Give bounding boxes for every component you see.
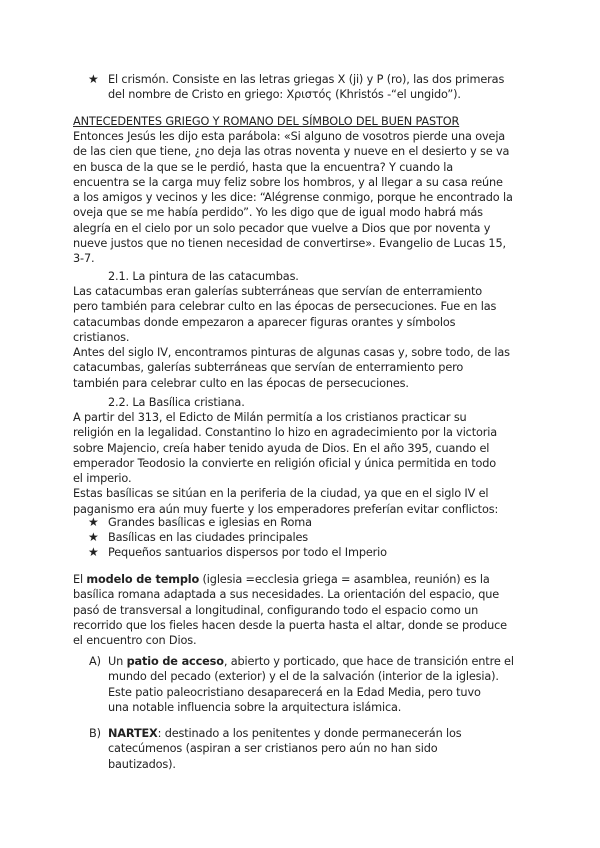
item-b (108, 726, 538, 772)
text-line: religión en la legalidad. Constantino lo hizo en agradecimiento por la victoria (73, 426, 498, 440)
text-line: Antes del siglo IV, encontramos pinturas de algunas casas y, sobre todo, de las (73, 346, 510, 360)
subsection-title-2-2: 2.2. La Basílica cristiana. (108, 396, 245, 409)
text-line: catacumbas donde empezaron a aparecer figuras orantes y símbolos (73, 315, 456, 329)
bullet-item: Pequeños santuarios dispersos por todo el Imperio (108, 546, 387, 559)
crismon-line-2: del nombre de Cristo en griego: Χριστός (Khristós -“el ungido”). (108, 88, 461, 102)
text-line: Las catacumbas eran galerías subterráneas que servían de enterramiento (73, 285, 483, 298)
star-bullet-icon: ★ (88, 545, 99, 559)
bold-term: NARTEX (108, 727, 158, 740)
text-line: en busca de la que se le perdió, hasta que la encuentra? Y cuando la (73, 160, 454, 174)
text-line: A partir del 313, el Edicto de Milán permitía a los cristianos practicar su (73, 411, 467, 424)
text-line: Entonces Jesús les dijo esta parábola: «Si alguno de vosotros pierde una oveja (73, 130, 506, 143)
bold-term: modelo de templo (86, 573, 200, 586)
star-bullet-icon: ★ (88, 515, 99, 529)
text-line: nueve justos que no tienen necesidad de convertirse». Evangelio de Lucas 15, (73, 237, 506, 251)
text-line: una notable influencia sobre la arquitectura islámica. (108, 700, 402, 714)
text-line: catecúmenos (aspiran a ser cristianos pero aún no han sido (108, 742, 438, 756)
text-line: bautizados). (108, 757, 176, 771)
list-marker-b: B) (89, 727, 101, 740)
text-line: encuentra se la carga muy feliz sobre los hombros, y al llegar a su casa reúne (73, 175, 503, 189)
text-line: basílica romana adaptada a sus necesidades. La orientación del espacio, que (73, 588, 500, 602)
text-line: mundo del pecado (exterior) y el de la salvación (interior de la iglesia). (108, 670, 499, 684)
bold-term: patio de acceso (126, 655, 224, 668)
text-line: catacumbas, galerías subterráneas que servían de enterramiento pero (73, 361, 464, 375)
text-line (108, 726, 538, 741)
text-line: alegría en el cielo por un solo pecador que vuelve a Dios que por noventa y (73, 221, 491, 235)
text-run: El (73, 573, 87, 586)
modelo-paragraph (73, 572, 533, 648)
text-line: recorrido que los fieles hacen desde la puerta hasta el altar, donde se produce (73, 618, 507, 632)
text-line: sobre Majencio, creía haber tenido ayuda de Dios. En el año 395, cuando el (73, 441, 490, 455)
subsection-title-2-1: 2.1. La pintura de las catacumbas. (108, 270, 299, 283)
text-line: Este patio paleocristiano desaparecerá en la Edad Media, pero tuvo (108, 685, 481, 699)
parable-paragraph (73, 129, 533, 267)
crismon-line-1: El crismón. Consiste en las letras griegas X (ji) y P (ro), las dos primeras (108, 73, 505, 86)
bullet-item: Grandes basílicas e iglesias en Roma (108, 516, 312, 529)
star-bullet-icon: ★ (88, 72, 99, 86)
text-line: a los amigos y vecinos y les dice: “Alégrense conmigo, porque he encontrado la (73, 191, 513, 205)
text-line: pasó de transversal a longitudinal, configurando todo el espacio como un (73, 603, 479, 617)
text-run: (iglesia =ecclesia griega = asamblea, reunión) es la (199, 573, 490, 586)
bullet-item: Basílicas en las ciudades principales (108, 531, 309, 544)
text-line: paganismo era aún muy fuerte y los emperadores preferían evitar conflictos: (73, 502, 499, 516)
basilica-paragraph (73, 410, 533, 517)
text-line: el encuentro con Dios. (73, 634, 197, 648)
text-line: también para celebrar culto en las épocas de persecuciones. (73, 376, 409, 390)
text-line: cristianos. (73, 330, 130, 344)
item-a (108, 654, 538, 715)
text-line: de las cien que tiene, ¿no deja las otras noventa y nueve en el desierto y se va (73, 145, 510, 159)
star-bullet-icon: ★ (88, 530, 99, 544)
text-run: , abierto y porticado, que hace de transición entre el (223, 655, 514, 668)
text-line: Estas basílicas se sitúan en la periferia de la ciudad, ya que en el siglo IV el (73, 487, 489, 501)
text-line (108, 654, 538, 669)
crismon-item (108, 72, 528, 103)
text-line: pero también para celebrar culto en las épocas de persecuciones. Fue en las (73, 300, 497, 314)
text-run: : destinado a los penitentes y donde permanecerán los (157, 727, 462, 740)
text-line: emperador Teodosio la convierte en religión oficial y única permitida en todo (73, 456, 497, 470)
text-line: oveja que se me había perdido”. Yo les digo que de igual modo habrá más (73, 206, 483, 220)
catacumbas-paragraph (73, 284, 533, 391)
section-heading: ANTECEDENTES GRIEGO Y ROMANO DEL SÍMBOLO DEL BUEN PASTOR (73, 115, 460, 128)
text-run: Un (108, 655, 127, 668)
text-line (73, 572, 533, 587)
text-line: 3-7. (73, 252, 95, 266)
text-line: el imperio. (73, 472, 132, 486)
list-marker-a: A) (89, 655, 101, 668)
